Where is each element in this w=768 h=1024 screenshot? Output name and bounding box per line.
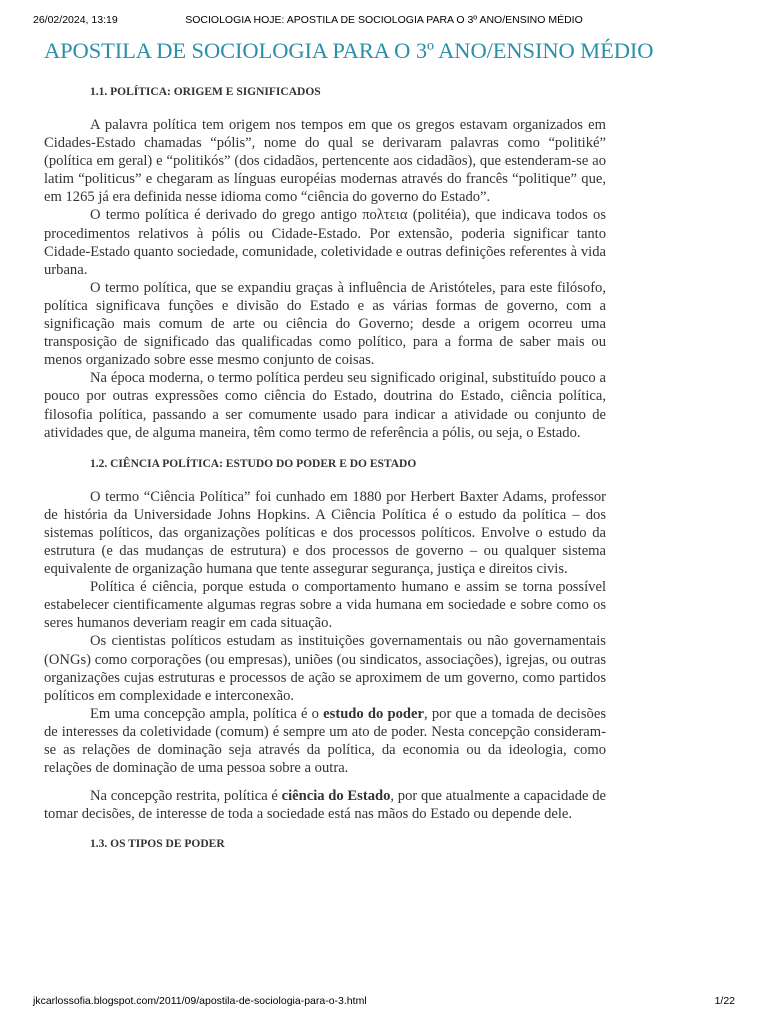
text-run: Em uma concepção ampla, política é o: [90, 705, 324, 722]
paragraph-state: [44, 787, 606, 823]
bold-term: estudo do poder: [323, 705, 425, 722]
paragraph: O termo política, que se expandiu graças à influência de Aristóteles, para este filósofo, política significava funções e divisão do Estado e as várias formas de governo, com a significação mais comum de arte ou ciência do Governo; desde a origem ocorreu uma transposição de significado das qualificadas como político, para a forma de saber mais ou menos organizado sobre esse mesmo conjunto de coisas.: [44, 279, 606, 369]
bold-term: ciência do Estado: [281, 788, 391, 805]
section-heading-1-1: 1.1. POLÍTICA: ORIGEM E SIGNIFICADOS: [90, 86, 321, 98]
paragraph: Política é ciência, porque estuda o comportamento humano e assim se torna possível estabelecer cientificamente algumas regras sobre a vida humana em sociedade e sobre como os seres humanos deveriam reagir em cada situação.: [44, 579, 606, 632]
document-content: [44, 38, 654, 868]
text-run: , por que a tomada de decisões de interesses da coletividade (comum) é sempre um ato de poder. Nesta concepção consideram-se as relações de dominação seja através da política, da economia ou da ideologia, como relações de dominação de uma pessoa sobre a outra.: [44, 705, 606, 777]
print-header: [33, 14, 735, 30]
section-heading-1-2: 1.2. CIÊNCIA POLÍTICA: ESTUDO DO PODER E DO ESTADO: [90, 457, 417, 470]
print-date: 26/02/2024, 13:19: [33, 14, 118, 26]
paragraph: Os cientistas políticos estudam as instituições governamentais ou não governamentais (ONGs) como corporações (ou empresas), uniões (ou sindicatos, associações), igrejas, ou outras organizações cujas estruturas e processos de ação se aproximem de um governo, como partidos políticos em complexidade e interconexão.: [44, 633, 606, 704]
print-footer: [33, 995, 735, 1011]
print-url: jkcarlossofia.blogspot.com/2011/09/apostila-de-sociologia-para-o-3.html: [33, 995, 367, 1007]
text-run: Na concepção restrita, política é: [90, 788, 282, 805]
print-page-title: SOCIOLOGIA HOJE: APOSTILA DE SOCIOLOGIA PARA O 3º ANO/ENSINO MÉDIO: [185, 14, 583, 26]
page-number: 1/22: [714, 995, 735, 1007]
paragraph: O termo política é derivado do grego antigo πολτεια (politéia), que indicava todos os procedimentos relativos à pólis ou Cidade-Estado. Por extensão, poderia significar tanto Cidade-Estado quanto sociedade, comunidade, coletividade e outras definições referentes à vida urbana.: [44, 207, 606, 278]
document-title: APOSTILA DE SOCIOLOGIA PARA O 3º ANO/ENSINO MÉDIO: [44, 38, 654, 63]
paragraph: O termo “Ciência Política” foi cunhado em 1880 por Herbert Baxter Adams, professor de história da Universidade Johns Hopkins. A Ciência Política é o estudo da política – dos sistemas políticos, das organizações políticas e dos processos políticos. Envolve o estudo da estrutura (e das mudanças de estrutura) e dos processos de governo – ou qualquer sistema equivalente de organização humana que tente assegurar segurança, justiça e direitos civis.: [44, 488, 606, 578]
text-run: , por que atualmente a capacidade de tomar decisões, de interesse de toda a sociedade está nas mãos do Estado ou depende dele.: [44, 788, 606, 823]
paragraph: Na época moderna, o termo política perdeu seu significado original, substituído pouco a pouco por outras expressões como ciência do Estado, doutrina do Estado, ciência política, filosofia política, passando a ser comumente usado para indicar a atividade ou conjunto de atividades que, de alguma maneira, têm como termo de referência a pólis, ou seja, o Estado.: [44, 370, 606, 441]
paragraph: A palavra política tem origem nos tempos em que os gregos estavam organizados em Cidades-Estado chamadas “pólis”, nome do qual se derivaram palavras como “politiké” (política em geral) e “politikós” (dos cidadãos, pertencente aos cidadãos), que estenderam-se ao latim “politicus” e chegaram as línguas européias modernas através do francês “politique” que, em 1265 já era definida nesse idioma como “ciência do governo do Estado”.: [44, 117, 606, 206]
paragraph-power: [44, 705, 606, 777]
section-heading-1-3: 1.3. OS TIPOS DE PODER: [90, 838, 225, 851]
